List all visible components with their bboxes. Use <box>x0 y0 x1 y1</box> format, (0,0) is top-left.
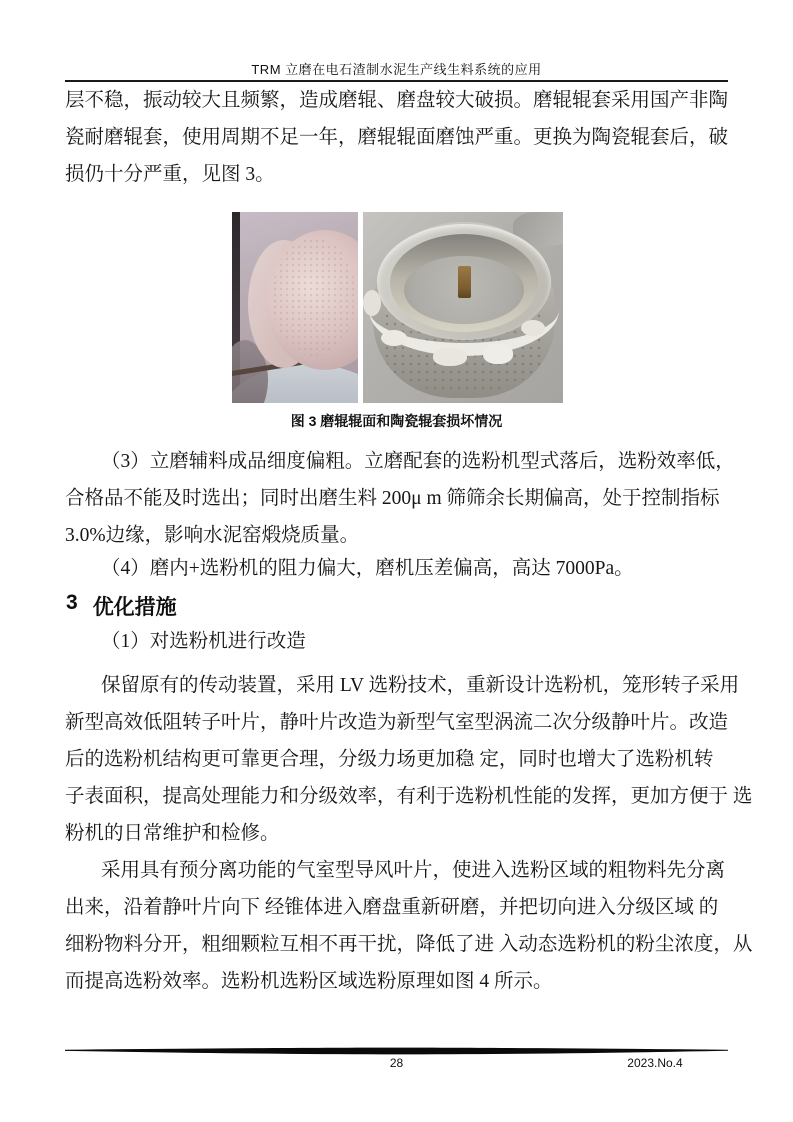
footer-rule-bar <box>65 1047 728 1055</box>
coating-fragment <box>381 330 407 346</box>
paragraph-measure-1 <box>65 623 735 660</box>
text-line: 细粉物料分开，粗细颗粒互相不再干扰，降低了进 入动态选粉机的粉尘浓度，从 <box>65 934 753 955</box>
paragraph-damage-continued <box>65 82 735 193</box>
text-line: 合格品不能及时选出；同时出磨生料 200μ m 筛筛余长期偏高，处于控制指标 <box>65 488 720 509</box>
coating-fragment <box>363 290 381 316</box>
coating-fragment <box>433 348 467 366</box>
text-line: 新型高效低阻转子叶片，静叶片改造为新型气室型涡流二次分级静叶片。改造 <box>65 712 729 733</box>
text-line: 损仍十分严重，见图 3。 <box>65 164 275 185</box>
figure-3 <box>232 212 563 403</box>
text-line: 而提高选粉效率。选粉机选粉区域选粉原理如图 4 所示。 <box>65 971 553 992</box>
page-number: 28 <box>389 1056 404 1070</box>
section-number: 3 <box>66 591 78 614</box>
text-line: 保留原有的传动装置，采用 LV 选粉技术，重新设计选粉机，笼形转子采用 <box>101 675 740 696</box>
coating-fragment <box>521 320 545 336</box>
coating-fragment <box>483 344 513 364</box>
text-line: 3.0%边缘，影响水泥窑煅烧质量。 <box>65 525 360 546</box>
figure-3-caption: 图 3 磨辊辊面和陶瓷辊套损坏情况 <box>290 413 503 429</box>
paragraph-item-4 <box>65 550 735 587</box>
section-title: 优化措施 <box>92 596 177 619</box>
paragraph-guide-vanes <box>65 852 753 1000</box>
paragraph-separator-rebuild <box>65 667 753 852</box>
photo-ceramic-sleeve <box>363 212 563 403</box>
text-line: 子表面积，提高处理能力和分级效率，有利于选粉机性能的发挥，更加方便于 选 <box>65 786 753 807</box>
text-line: （1）对选粉机进行改造 <box>101 631 306 652</box>
paragraph-item-3 <box>65 443 735 554</box>
running-head: TRM 立磨在电石渣制水泥生产线生料系统的应用 <box>251 62 542 77</box>
text-line: 粉机的日常维护和检修。 <box>65 823 280 844</box>
text-line: 后的选粉机结构更可靠更合理，分级力场更加稳 定，同时也增大了选粉机转 <box>65 749 714 770</box>
roller-texture <box>272 238 356 356</box>
text-line: 采用具有预分离功能的气室型导风叶片，使进入选粉区域的粗物料先分离 <box>101 860 726 881</box>
text-line: （3）立磨辅料成品细度偏粗。立磨配套的选粉机型式落后，选粉效率低， <box>101 451 735 472</box>
text-line: （4）磨内+选粉机的阻力偏大，磨机压差偏高，高达 7000Pa。 <box>101 558 634 579</box>
text-line: 层不稳，振动较大且频繁，造成磨辊、磨盘较大破损。磨辊辊套采用国产非陶 <box>65 90 729 111</box>
section-heading-3 <box>66 591 177 621</box>
text-line: 出来，沿着静叶片向下 经锥体进入磨盘重新研磨，并把切向进入分级区域 的 <box>65 897 719 918</box>
text-line: 瓷耐磨辊套，使用周期不足一年，磨辊辊面磨蚀严重。更换为陶瓷辊套后，破 <box>65 127 729 148</box>
issue-label: 2023.No.4 <box>627 1056 683 1070</box>
photo-roller-surface <box>232 212 358 403</box>
